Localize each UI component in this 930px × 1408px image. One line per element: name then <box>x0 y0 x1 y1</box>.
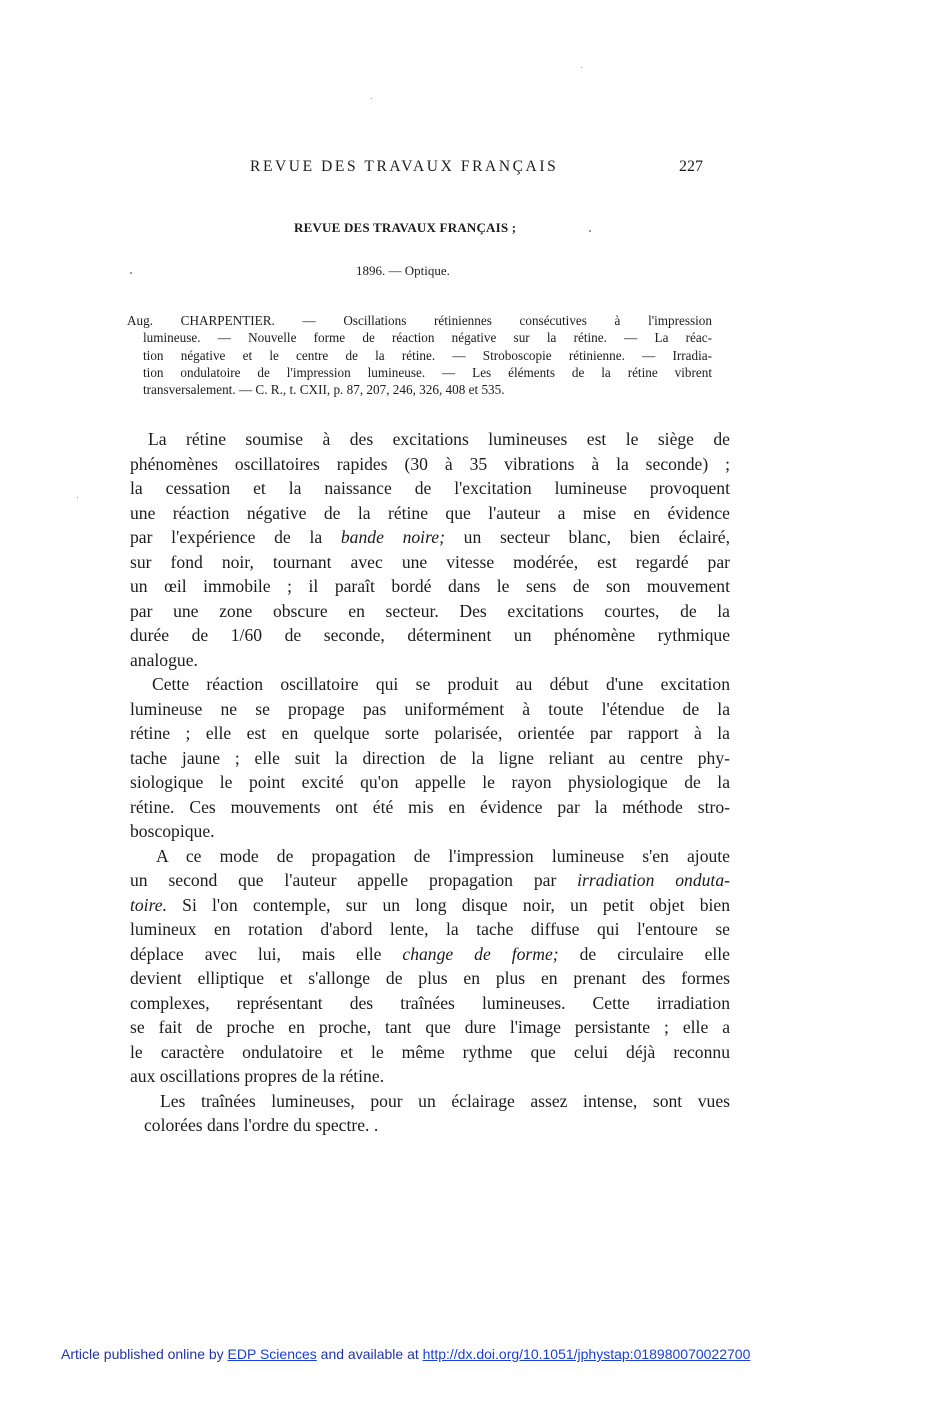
text-line <box>130 942 730 967</box>
text-line: lumineux en rotation d'abord lente, la tache diffuse qui l'entoure se <box>130 919 730 939</box>
scan-speck <box>77 497 78 498</box>
text-line: boscopique. <box>130 821 215 841</box>
scan-speck <box>130 272 132 274</box>
text-line <box>130 525 730 550</box>
text-line: devient elliptique et s'allonge de plus en plus en prenant des formes <box>130 968 730 988</box>
reference-line: transversalement. — C. R., t. CXII, p. 87, 207, 246, 326, 408 et 535. <box>143 382 505 398</box>
article-body <box>130 427 730 1138</box>
text-line: lumineuse ne se propage pas uniformément à toute l'étendue de la <box>130 698 730 719</box>
italic-term: change de forme; <box>402 943 559 964</box>
text-line: analogue. <box>130 649 198 670</box>
footer-text: and available at <box>316 1346 423 1362</box>
text-line: colorées dans l'ordre du spectre. . <box>144 1115 379 1135</box>
text-line: Cette réaction oscillatoire qui se produit au début d'une excitation <box>152 674 730 694</box>
text-line: rétine ; elle est en quelque sorte polarisée, orientée par rapport à la <box>130 723 730 743</box>
text-line: siologique le point excité qu'on appelle le rayon physiologique de la <box>130 772 730 792</box>
text-run: un second que l'auteur appelle propagation par <box>130 870 578 890</box>
text-line: rétine. Ces mouvements ont été mis en évidence par la méthode stro- <box>130 796 730 817</box>
text-line: tache jaune ; elle suit la direction de la ligne reliant au centre phy- <box>130 747 730 768</box>
text-line: A ce mode de propagation de l'impression lumineuse s'en ajoute <box>156 845 730 866</box>
text-line: phénomènes oscillatoires rapides (30 à 35 vibrations à la seconde) ; <box>130 453 730 474</box>
bibliographic-reference <box>127 312 712 398</box>
text-line: Les traînées lumineuses, pour un éclairage assez intense, sont vues <box>160 1090 730 1111</box>
text-line: se fait de proche en proche, tant que dure l'image persistante ; elle a <box>130 1017 730 1037</box>
year-subject-line: 1896. — Optique. <box>356 263 450 278</box>
reference-line: tion ondulatoire de l'impression lumineuse. — Les éléments de la rétine vibrent <box>143 364 712 380</box>
text-run: un secteur blanc, bien éclairé, <box>444 527 730 547</box>
text-run: Si l'on contemple, sur un long disque noir, un petit objet bien <box>166 894 730 915</box>
text-line: une réaction négative de la rétine que l'auteur a mise en évidence <box>130 502 730 523</box>
text-line: La rétine soumise à des excitations lumineuses est le siège de <box>148 429 730 449</box>
running-title: REVUE DES TRAVAUX FRANÇAIS <box>250 158 559 175</box>
section-heading: REVUE DES TRAVAUX FRANÇAIS ; <box>294 220 517 235</box>
text-line: un œil immobile ; il paraît bordé dans le sens de son mouvement <box>130 576 730 596</box>
doi-link[interactable]: http://dx.doi.org/10.1051/jphystap:018980070022700 <box>422 1346 751 1362</box>
scan-speck <box>589 230 591 232</box>
publication-footer <box>61 1346 750 1362</box>
text-line: le caractère ondulatoire et le même rythme que celui déjà reconnu <box>130 1041 730 1062</box>
text-line: par une zone obscure en secteur. Des excitations courtes, de la <box>130 600 730 621</box>
scan-speck <box>371 98 372 99</box>
italic-term: toire. <box>130 894 167 915</box>
text-run: par l'expérience de la <box>130 527 341 547</box>
text-line: sur fond noir, tournant avec une vitesse modérée, est regardé par <box>130 551 730 572</box>
italic-term: bande noire; <box>340 527 445 547</box>
text-run: de circulaire elle <box>558 943 730 964</box>
text-run: déplace avec lui, mais elle <box>130 943 403 964</box>
text-line: aux oscillations propres de la rétine. <box>130 1066 385 1086</box>
reference-line: lumineuse. — Nouvelle forme de réaction négative sur la rétine. — La réac- <box>143 330 712 346</box>
scan-speck <box>581 67 582 68</box>
page-number: 227 <box>679 158 703 175</box>
text-line <box>130 893 730 918</box>
italic-term: irradiation onduta- <box>577 870 730 890</box>
text-line: la cessation et la naissance de l'excitation lumineuse provoquent <box>130 478 730 498</box>
reference-line: tion négative et le centre de la rétine. — Stroboscopie rétinienne. — Irradia- <box>143 347 712 363</box>
footer-text: Article published online by <box>61 1346 228 1362</box>
text-line <box>130 868 730 893</box>
text-line: durée de 1/60 de seconde, déterminent un phénomène rythmique <box>130 625 730 645</box>
running-head <box>0 158 930 182</box>
text-line: complexes, représentant des traînées lumineuses. Cette irradiation <box>130 992 730 1013</box>
publisher-link[interactable]: EDP Sciences <box>227 1346 317 1362</box>
reference-line: Aug. CHARPENTIER. — Oscillations rétiniennes consécutives à l'impression <box>127 313 712 328</box>
